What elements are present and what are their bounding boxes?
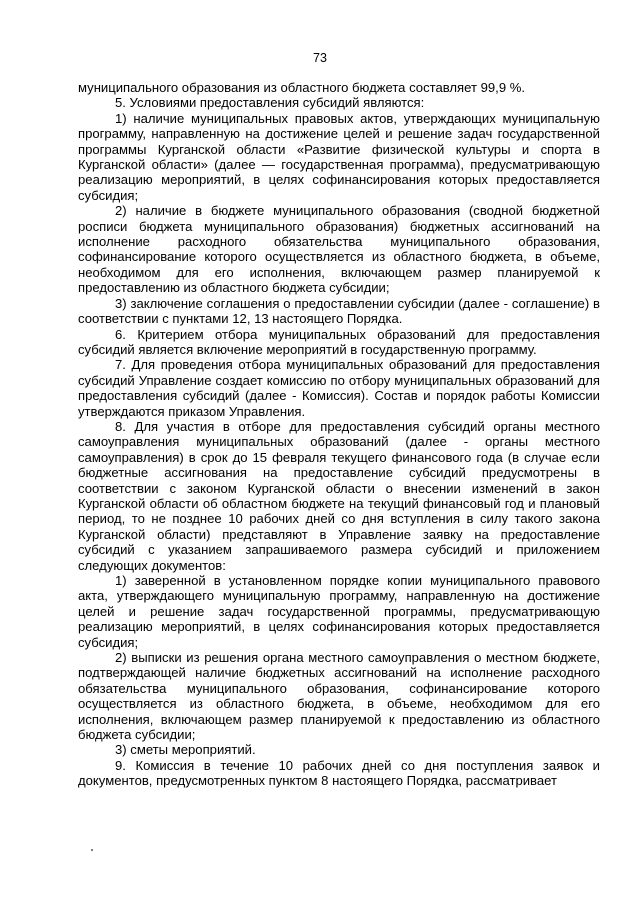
document-body	[78, 80, 600, 789]
paragraph-item-9: 9. Комиссия в течение 10 рабочих дней со дня поступления заявок и документов, предусмотренных пунктом 8 настоящего Порядка, рассматривает	[78, 757, 600, 789]
paragraph-item-5: 5. Условиями предоставления субсидий являются:	[115, 95, 425, 111]
paragraph-item-6: 6. Критерием отбора муниципальных образований для предоставления субсидий является включение мероприятий в государственную программу.	[78, 326, 600, 357]
paragraph-subitem-5-1: 1) наличие муниципальных правовых актов, утверждающих муниципальную программу, направленную на достижение целей и решение задач государственной программы Курганской области «Развитие физической культуры и спорта в Курганской области» (далее — государственная программа), предусматривающую реализацию мероприятий, в целях софинансирования которых предоставляется субсидия;	[78, 110, 600, 203]
page-number: 73	[313, 51, 327, 65]
paragraph-item-8: 8. Для участия в отборе для предоставления субсидий органы местного самоуправления муниципальных образований (далее - органы местного самоуправления) в срок до 15 февраля текущего финансового года (в случае если бюджетные ассигнования на предоставление субсидий предусмотрены в соответствии с законом Курганской области о внесении изменений в закон Курганской области об областном бюджете на текущий финансовый год и плановый период, то не позднее 10 рабочих дней со дня вступления в силу такого закона Курганской области) представляют в Управление заявку на предоставление субсидий с указанием запрашиваемого размера субсидий и приложением следующих документов:	[78, 418, 600, 573]
paragraph-subitem-8-2: 2) выписки из решения органа местного самоуправления о местном бюджете, подтверждающей наличие бюджетных ассигнований на исполнение расходного обязательства муниципального образования, софинансирование которого осуществляется из областного бюджета, в объеме, необходимом для его исполнения, включающем размер планируемой к предоставлению из областного бюджета субсидии;	[78, 650, 600, 743]
paragraph-item-7: 7. Для проведения отбора муниципальных образований для предоставления субсидий Управление создает комиссию по отбору муниципальных образований для предоставления субсидий (далее - Комиссия). Состав и порядок работы Комиссии утверждаются приказом Управления.	[78, 357, 600, 419]
paragraph-subitem-8-3: 3) сметы мероприятий.	[115, 742, 256, 758]
paragraph-subitem-8-1: 1) заверенной в установленном порядке копии муниципального правового акта, утверждающего муниципальную программу, направленную на достижение целей и решение задач государственной программы, предусматривающую реализацию мероприятий, в целях софинансирования которых предоставляется субсидия;	[78, 573, 600, 650]
scan-speck	[91, 849, 93, 851]
paragraph-continuation: муниципального образования из областного бюджета составляет 99,9 %.	[78, 80, 526, 95]
paragraph-subitem-5-3: 3) заключение соглашения о предоставлении субсидии (далее - соглашение) в соответствии с пунктами 12, 13 настоящего Порядка.	[78, 295, 600, 327]
paragraph-subitem-5-2: 2) наличие в бюджете муниципального образования (сводной бюджетной росписи бюджета муниципального образования) бюджетных ассигнований на исполнение расходного обязательства муниципального образования, софинансирование которого осуществляется из областного бюджета, в объеме, необходимом для его исполнения, включающем размер планируемой к предоставлению из областного бюджета субсидии;	[78, 203, 600, 296]
